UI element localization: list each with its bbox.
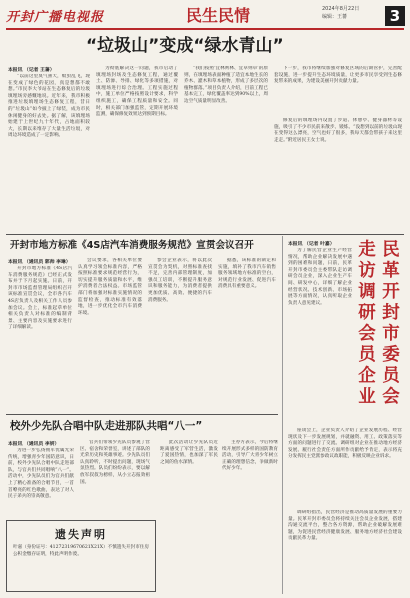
headline-char: 民	[382, 240, 400, 260]
article1-column-5	[274, 118, 402, 230]
article3-column-4	[222, 440, 278, 590]
article1-column-2	[96, 66, 178, 230]
headline-char: 调	[358, 282, 376, 302]
article1-column-1	[8, 74, 90, 230]
article2-column-2	[78, 258, 142, 410]
article4-paragraph: 调研组指出，民营经济是推动高质量发展的重要力量。民革开封市委员会将持续关注会员企业发展，搭建沟通交流平台，整合各方资源，帮助企业破解发展难题，为促进民营经济健康发展、服务地方经济社会建设贡献民革力量。	[288, 510, 402, 542]
headline-char: 访	[358, 261, 376, 281]
article1-headline: “垃圾山”变成“绿水青山”	[86, 36, 284, 56]
article2-paragraph: 开封市地方标准《4S店汽车消费服务规范》已经正式发布并于下月起实施。日前，开封市市场监督管理局组织召开该标准宣贯会议，全市各汽车4S店负责人及相关工作人员参加会议。会上，标准起草单位相关负责人对标准的编制背景、主要内容及实施要求进行了详细解读。	[8, 266, 72, 331]
article3-paragraph: 为进一步弘扬拥军优属光荣传统，增强青少年国防意识，日前，校外少先队合唱中队走进部队，与官兵们共同唱响“八一”。活动中，少先队员们为官兵们献上了精心准备的合唱节目，一首首嘹亮的红色歌曲，表达了对人民子弟兵的崇高敬意。	[8, 448, 74, 500]
headline-char: 开	[382, 282, 400, 302]
article2-paragraph: 据悉，该标准的制定和实施，填补了我市汽车销售服务领域地方标准的空白，对规范行业发展、促进汽车消费具有重要意义。	[218, 258, 276, 290]
page-number: 3	[385, 6, 405, 26]
section-divider	[6, 234, 404, 235]
masthead	[0, 0, 410, 30]
article3-column-2	[80, 440, 150, 516]
article1-column-4	[274, 66, 402, 116]
article1-byline: 本报讯 （记者 王蕃）	[8, 67, 55, 73]
loss-notice-body: 叶嘉（身份证号：41272319670621X21X）不慎遗失开封市住房公积金缴存证明，特此声明作废。	[13, 545, 149, 557]
article4-paragraph: 为了解民营企业生产经营情况，帮助企业解决发展中遇到的困难和问题，日前，民革开封市委员会主委带队走访调研会员企业，深入企业生产车间、研发中心，详细了解企业经营状况、技术创新、市场拓展等方面情况，认真听取企业负责人意见建议。	[288, 248, 352, 306]
article1-paragraph: 修复后的填埋场内设置了步道、休憩亭、健身器材等设施，吸引了不少市民前来散步、锻炼。“没想到以前的垃圾山现在变得这么漂亮，空气也好了很多，我每天都会带孩子来这里走走。”附近居民王女士说。	[274, 118, 402, 143]
article2-column-4	[218, 258, 276, 410]
article4-column-2	[288, 428, 402, 508]
headline-char: 走	[358, 240, 376, 260]
article3-byline: 本报讯 （通讯员 李妍）	[8, 441, 60, 447]
article3-column-1	[8, 448, 74, 516]
article2-paragraph: 参会企业表示，将以此次宣贯会为契机，对照标准查找不足，完善内部管理制度，加强员工培训，不断提升服务意识和服务能力，为消费者提供更加优质、高效、便捷的汽车消费服务。	[148, 258, 212, 303]
issue-date: 2024年8月22日	[322, 6, 360, 12]
headline-char: 员	[382, 366, 400, 386]
article1-paragraph: “我们按照‘宜林则林、宜草则草’的原则，在填埋场表面种植了适宜本地生长的乔木、灌木和草本植物，形成了多层次的植物群落。”项目负责人介绍，目前工程已基本完工，绿化覆盖率达到90%以上，周边空气质量明显改善。	[184, 66, 268, 104]
masthead-rule	[6, 28, 404, 30]
article1-paragraph: 下一步，我市将继续加强对修复区域的后期管护，完善配套设施，进一步提升生态环境质量，让更多市民享受到生态修复带来的成果，为建设美丽开封贡献力量。	[274, 66, 402, 85]
section-title: 民生民情	[186, 6, 251, 25]
paper-name: 开封广播电视报	[6, 10, 105, 25]
headline-char: 会	[382, 387, 400, 407]
article4-column-1	[288, 248, 352, 424]
article2-column-1	[8, 266, 72, 410]
headline-char: 业	[358, 387, 376, 407]
article1-column-3	[184, 66, 268, 230]
loss-notice-title: 遗失声明	[55, 528, 107, 541]
article4-vertical-headline	[380, 240, 402, 408]
article3-paragraph: 此次活动让少先队员近距离感受了军营生活，激发了爱国热情，也加深了军民之间的鱼水深情。	[160, 440, 218, 465]
article3-column-3	[160, 440, 218, 590]
article2-paragraph: 会议要求，各相关单位要认真学习领会标准内容，严格按照标准要求规范经营行为，切实提升服务质量和水平，维护消费者合法权益。市场监管部门将加强对标准实施情况的监督检查，推动标准有效落地，进一步优化全市汽车消费环境。	[78, 258, 142, 316]
issue-meta	[322, 5, 359, 21]
loss-notice-box	[6, 520, 156, 592]
article2-column-3	[148, 258, 212, 410]
article3-paragraph: 主办方表示，今后将继续开展形式多样的国防教育活动，引导广大青少年树立正确的理想信念，争做新时代好少年。	[222, 440, 278, 472]
headline-char: 会	[358, 324, 376, 344]
article4-vertical-headline-2	[356, 240, 378, 408]
article1-paragraph: “以前这里臭气熏天，蚊虫乱飞，现在变成了绿色的花园，真是想都不敢想。”市民李大爷站在生态修复后的垃圾填埋场旁感慨地说。近年来，我市积极推进垃圾填埋场生态修复工程，昔日的“垃圾山”如今披上了绿装，成为市民休闲健身的好去处。据了解，该填埋场始建于上世纪九十年代，占地面积较大，长期以来堆存了大量生活垃圾，对周边环境造成了一定影响。	[8, 74, 90, 139]
column-divider	[282, 236, 283, 594]
headline-char: 企	[358, 366, 376, 386]
article2-headline: 开封市地方标准《4S店汽车消费服务规范》宣贯会议召开	[10, 240, 254, 251]
section-divider	[6, 414, 278, 415]
headline-char: 市	[382, 324, 400, 344]
article4-paragraph: 座谈会上，企业负责人介绍了企业发展历程、经营现状及下一步发展规划，并就融资、用工、政策落实等方面的问题进行了交流。调研组对企业在推动地方经济发展、履行社会责任方面所作贡献给予肯定，表示将充分发挥民主党派参政议政职能，积极反映企业诉求。	[288, 428, 402, 460]
headline-char: 封	[382, 303, 400, 323]
article4-column-3	[288, 510, 402, 592]
headline-char: 革	[382, 261, 400, 281]
article3-headline: 校外少先队合唱中队走进那队共唱“八一”	[10, 420, 203, 432]
headline-char: 委	[382, 345, 400, 365]
article4-byline: 本报讯 （记者 叶嘉）	[288, 241, 335, 247]
article1-paragraph: 为彻底解决这一问题，我市启动了填埋场封场及生态修复工程，通过覆土、防渗、导排、绿化等多项措施，对填埋场进行综合治理。工程实施过程中，施工单位严格按照设计要求，科学组织施工，确保工程质量和安全。同时，相关部门加强监管，定期开展环境监测，确保修复效果达到预期目标。	[96, 66, 178, 118]
headline-char: 员	[358, 345, 376, 365]
article3-paragraph: 官兵们带领少先队员参观了营区、宿舍和荣誉室，讲述了部队的光荣历史和英雄事迹。少先队员们认真聆听，不时提出问题，现场气氛热烈。队员们纷纷表示，要以解放军叔叔为榜样，从小立志报效祖国。	[80, 440, 150, 485]
page-editor: 编辑：王蕃	[322, 14, 348, 20]
article2-byline: 本报讯 （通讯员 郭帅 李琳）	[8, 259, 71, 265]
headline-char: 研	[358, 303, 376, 323]
